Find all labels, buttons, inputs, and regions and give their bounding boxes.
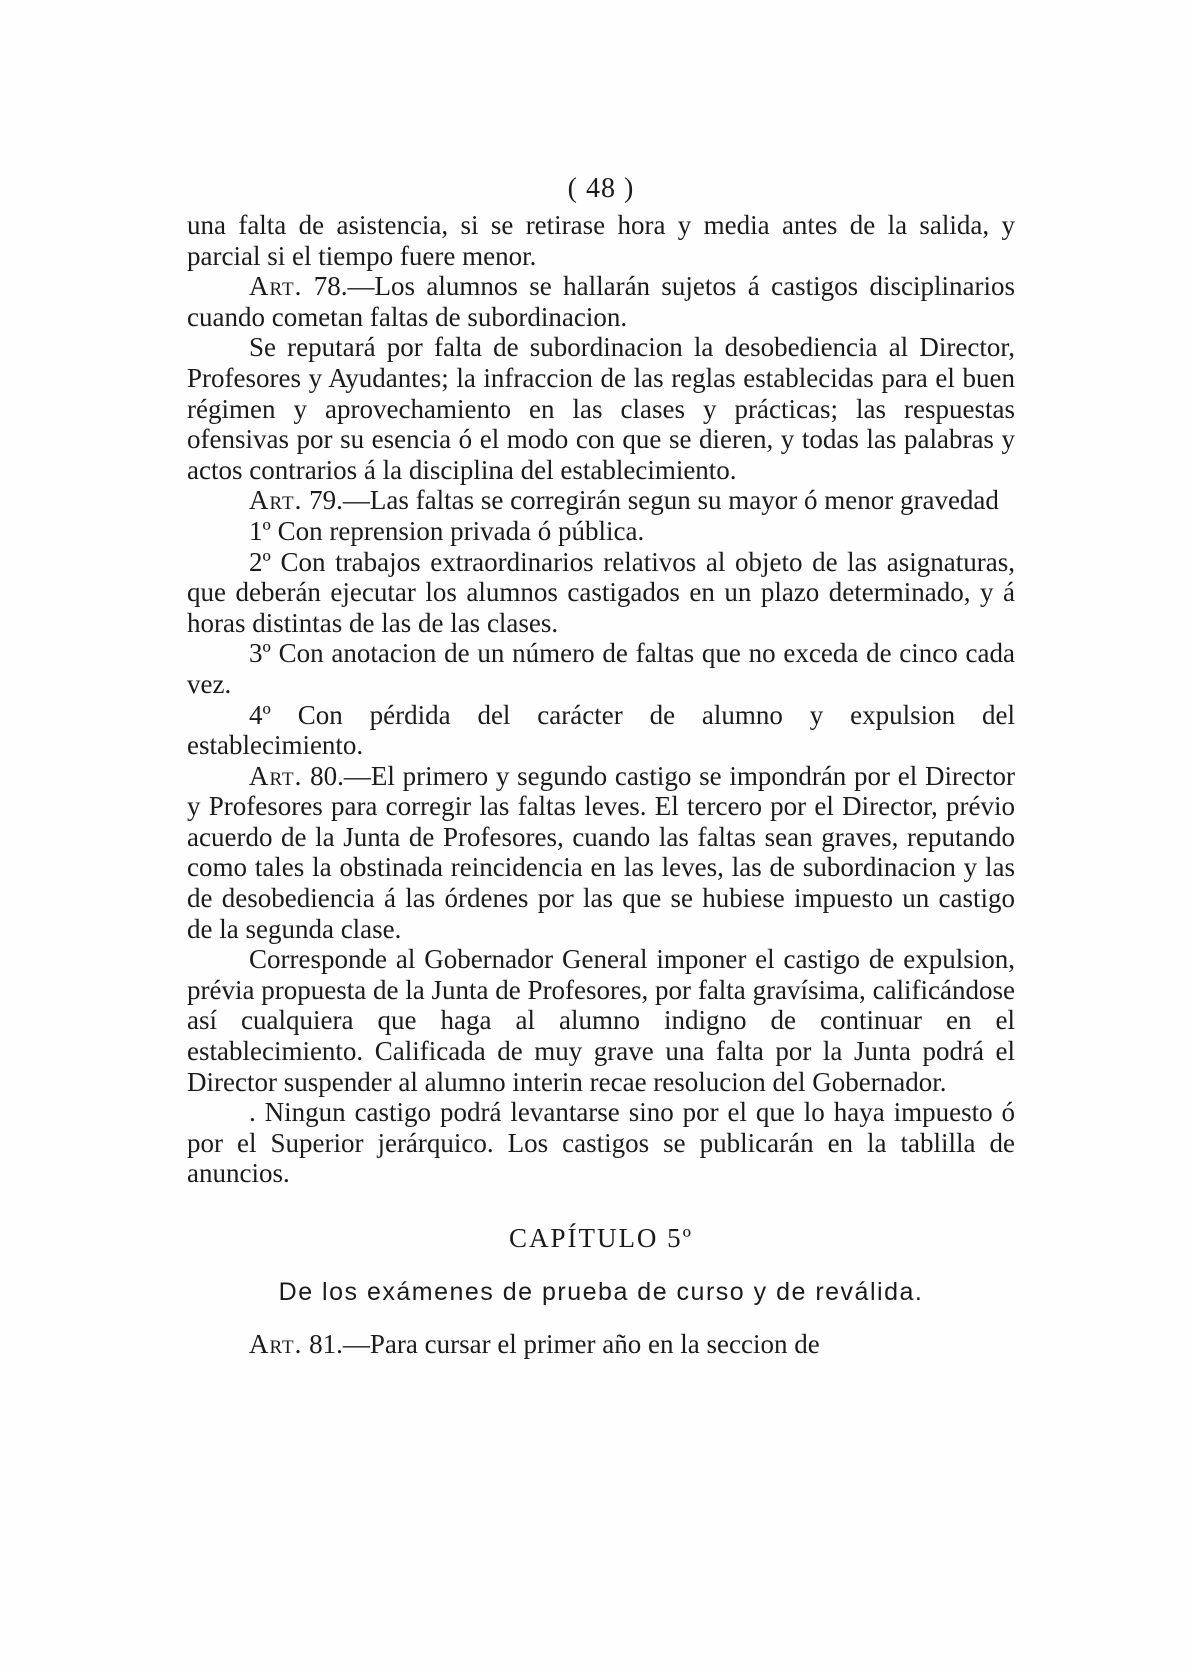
paragraph: una falta de asistencia, si se retirase hora y media antes de la salida, y parcial si el tiempo fuere menor. <box>187 210 1015 271</box>
article-label: Art. <box>249 271 303 302</box>
text-block <box>187 174 1015 1360</box>
article-78 <box>187 271 1015 332</box>
article-81 <box>187 1329 1015 1360</box>
article-label: Art. <box>249 485 303 516</box>
article-text: 81.—Para cursar el primer año en la seccion de <box>302 1329 820 1359</box>
chapter-subtitle: De los exámenes de prueba de curso y de reválida. <box>278 1278 924 1306</box>
list-item: 3º Con anotacion de un número de faltas que no exceda de cinco cada vez. <box>187 638 1015 699</box>
article-label: Art. <box>249 760 303 791</box>
list-item: 1º Con reprension privada ó pública. <box>249 515 645 546</box>
paragraph: Corresponde al Gobernador General imponer el castigo de expulsion, prévia propuesta de la Junta de Profesores, por falta gravísima, calificándose así cualquiera que haga al alumno indigno de continuar en el establecimiento. Calificada de muy grave una falta por la Junta podrá el Director suspender al alumno interin recae resolucion del Gobernador. <box>187 944 1015 1097</box>
paragraph: Se reputará por falta de subordinacion la desobediencia al Director, Profesores y Ayudantes; la infraccion de las reglas establecidas para el buen régimen y aprovechamiento en las clases y prácticas; las respuestas ofensivas por su esencia ó el modo con que se dieren, y todas las palabras y actos contrarios á la disciplina del establecimiento. <box>187 332 1015 485</box>
paragraph: . Ningun castigo podrá levantarse sino por el que lo haya impuesto ó por el Superior jerárquico. Los castigos se publicarán en la tablilla de anuncios. <box>187 1097 1015 1189</box>
article-79 <box>187 485 1015 516</box>
article-label: Art. <box>249 1329 303 1359</box>
article-text: 78.—Los alumnos se hallarán sujetos á castigos disciplinarios cuando cometan faltas de subordinacion. <box>187 271 1015 332</box>
chapter-heading: CAPÍTULO 5º <box>508 1223 694 1253</box>
article-text: 80.—El primero y segundo castigo se impondrán por el Director y Profesores para corregir las faltas leves. El tercero por el Director, prévio acuerdo de la Junta de Profesores, cuando las faltas sean graves, reputando como tales la obstinada reincidencia en las leves, las de subordinacion y las de desobediencia á las órdenes por las que se hubiese impuesto un castigo de la segunda clase. <box>187 760 1015 944</box>
list-item: 4º Con pérdida del carácter de alumno y expulsion del establecimiento. <box>187 699 1015 761</box>
list-item: 2º Con trabajos extraordinarios relativos al objeto de las asignaturas, que deberán ejecutar los alumnos castigados en un plazo determinado, y á horas distintas de las de las clases. <box>187 546 1015 638</box>
page-number: ( 48 ) <box>567 173 635 204</box>
article-text: 79.—Las faltas se corregirán segun su mayor ó menor gravedad <box>302 485 999 516</box>
article-80 <box>187 761 1015 945</box>
